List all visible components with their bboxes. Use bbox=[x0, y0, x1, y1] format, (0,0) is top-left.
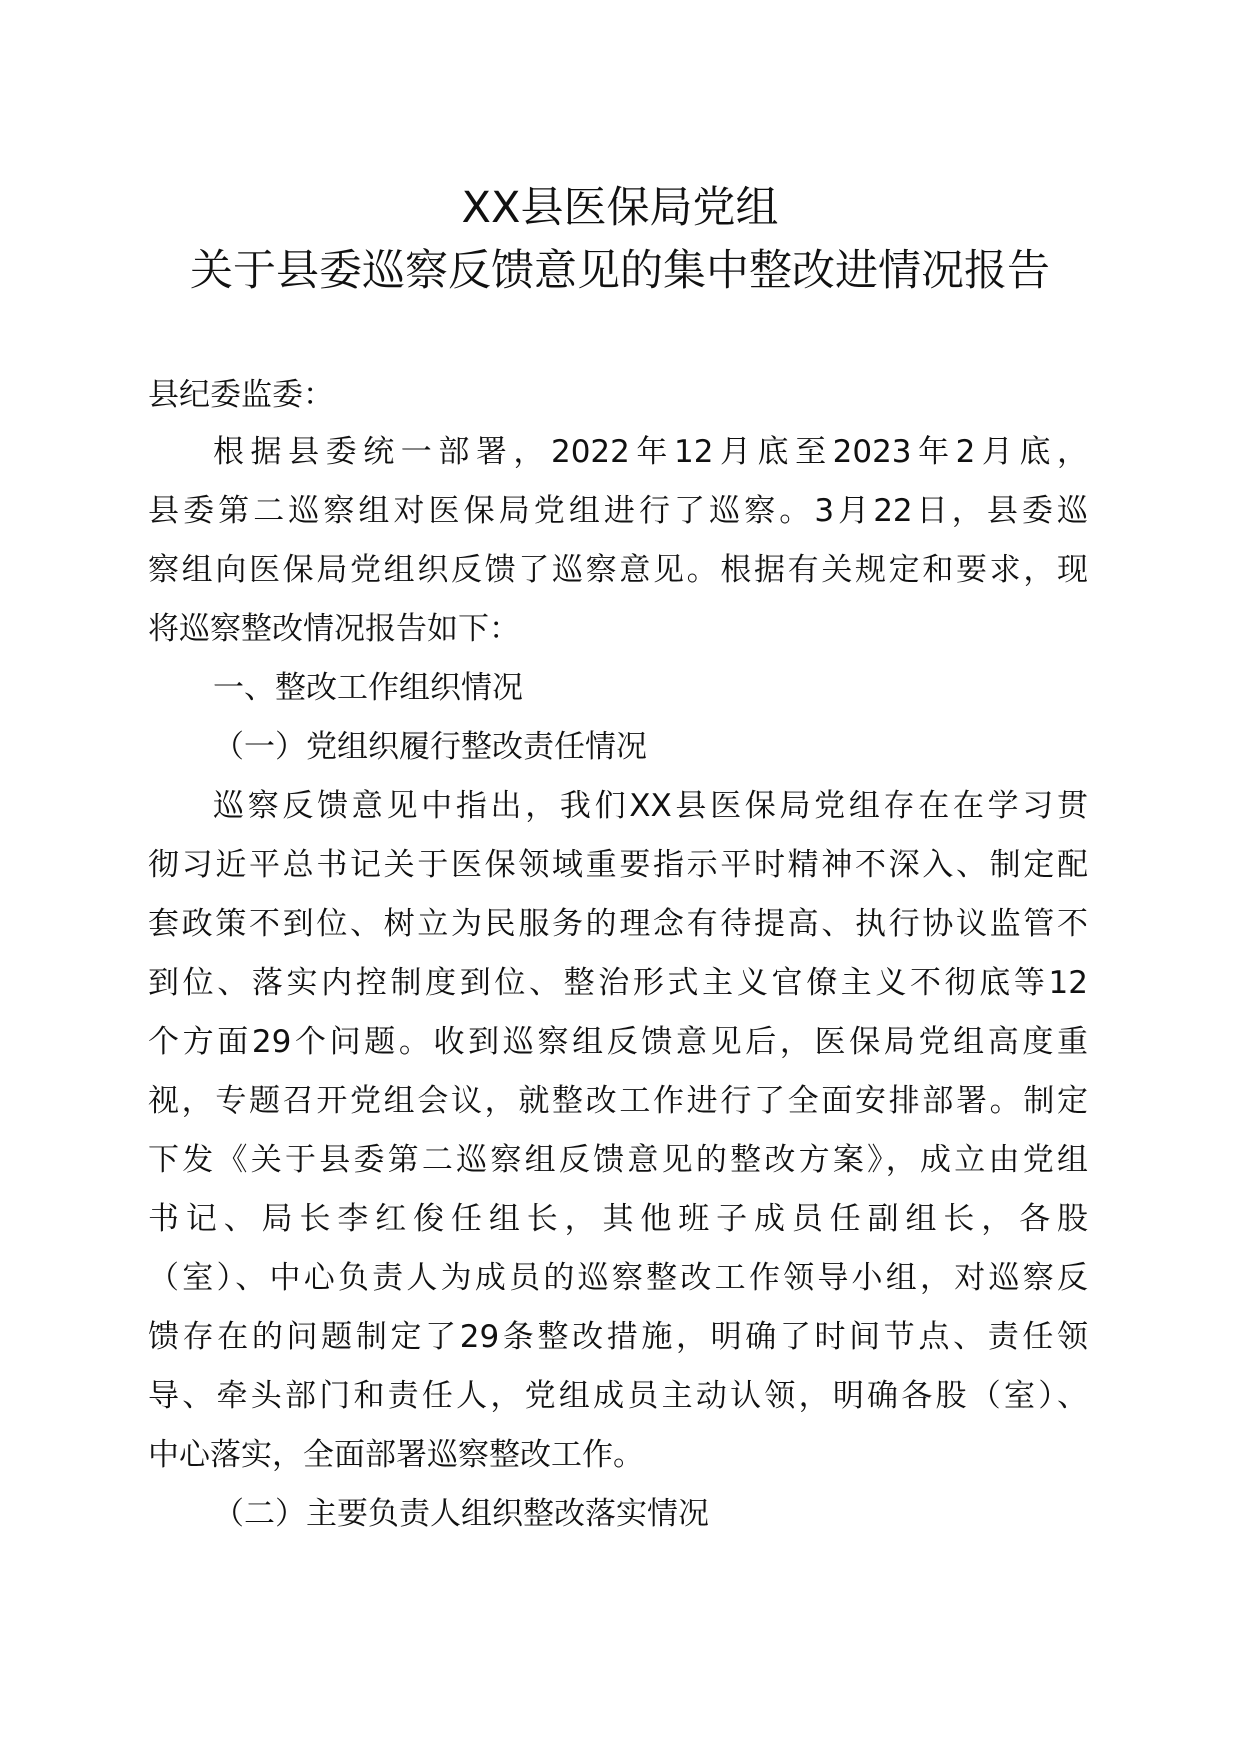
subsection-heading: （一）党组织履行整改责任情况 bbox=[213, 729, 647, 765]
document-title-line-2: 关于县委巡察反馈意见的集中整改进情况报告 bbox=[190, 246, 1050, 296]
body-line: 书记、局长李红俊任组长，其他班子成员任副组长，各股 bbox=[148, 1201, 1088, 1237]
body-line: 视，专题召开党组会议，就整改工作进行了全面安排部署。制定 bbox=[148, 1083, 1088, 1119]
body-line: 彻习近平总书记关于医保领域重要指示平时精神不深入、制定配 bbox=[148, 847, 1088, 883]
subsection-heading: （二）主要负责人组织整改落实情况 bbox=[213, 1496, 709, 1532]
body-line: 察组向医保局党组织反馈了巡察意见。根据有关规定和要求，现 bbox=[148, 552, 1088, 588]
body-line: 县委第二巡察组对医保局党组进行了巡察。3月22日，县委巡 bbox=[148, 493, 1088, 529]
body-line: 将巡察整改情况报告如下： bbox=[148, 611, 520, 647]
body-line: 下发《关于县委第二巡察组反馈意见的整改方案》，成立由党组 bbox=[148, 1142, 1088, 1178]
body-line: 个方面29个问题。收到巡察组反馈意见后，医保局党组高度重 bbox=[148, 1024, 1088, 1060]
body-line: 中心落实，全面部署巡察整改工作。 bbox=[148, 1437, 644, 1473]
document-title-line-1: XX县医保局党组 bbox=[461, 183, 779, 233]
addressee: 县纪委监委： bbox=[148, 377, 334, 413]
body-line: （室）、中心负责人为成员的巡察整改工作领导小组，对巡察反 bbox=[148, 1260, 1088, 1296]
body-line: 根据县委统一部署，2022年12月底至2023年2月底， bbox=[213, 434, 1088, 470]
body-line: 馈存在的问题制定了29条整改措施，明确了时间节点、责任领 bbox=[148, 1319, 1088, 1355]
body-line: 到位、落实内控制度到位、整治形式主义官僚主义不彻底等12 bbox=[148, 965, 1088, 1001]
body-line: 套政策不到位、树立为民服务的理念有待提高、执行协议监管不 bbox=[148, 906, 1088, 942]
body-line: 巡察反馈意见中指出，我们XX县医保局党组存在在学习贯 bbox=[213, 788, 1088, 824]
section-heading: 一、整改工作组织情况 bbox=[213, 670, 523, 706]
body-line: 导、牵头部门和责任人，党组成员主动认领，明确各股（室）、 bbox=[148, 1378, 1088, 1414]
